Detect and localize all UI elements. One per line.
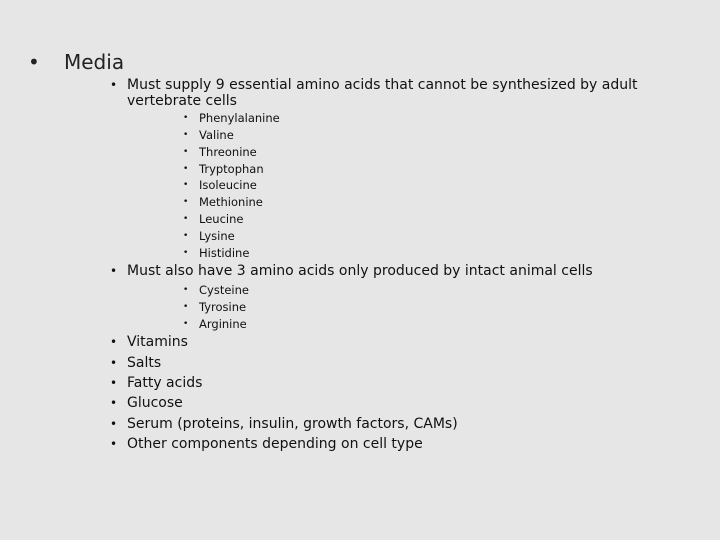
bullet-dot: • <box>183 113 189 123</box>
bullet-dot: • <box>183 248 189 258</box>
bullet-dot: • <box>183 302 189 312</box>
bullet-dot: • <box>183 180 189 190</box>
bullet-dot: • <box>28 50 40 74</box>
essential-item-text: Lysine <box>199 229 235 243</box>
bullet-dot: • <box>110 376 118 390</box>
other-text: Salts <box>127 355 162 371</box>
heading: Media <box>64 50 125 74</box>
bullet-dot: • <box>110 335 118 349</box>
other-text: Serum (proteins, insulin, growth factors, CAMs) <box>127 416 458 432</box>
bullet-dot: • <box>110 356 118 370</box>
animal-item-text: Arginine <box>199 317 247 331</box>
essential-item-text: Histidine <box>199 246 250 260</box>
animal-item-text: Tyrosine <box>199 300 247 314</box>
animal-line1: Must also have 3 amino acids only produced by intact animal cells <box>127 263 593 279</box>
essential-item-text: Phenylalanine <box>199 111 280 125</box>
bullet-dot: • <box>183 197 189 207</box>
essential-item-text: Leucine <box>199 212 244 226</box>
animal-item-text: Cysteine <box>199 283 249 297</box>
essential-item-text: Valine <box>199 128 234 142</box>
essential-item-text: Tryptophan <box>199 162 264 176</box>
bullet-dot: • <box>110 396 118 410</box>
bullet-dot: • <box>183 130 189 140</box>
bullet-dot: • <box>183 147 189 157</box>
essential-item-text: Methionine <box>199 195 263 209</box>
essential-item-text: Threonine <box>199 145 257 159</box>
other-text: Fatty acids <box>127 375 203 391</box>
bullet-dot: • <box>110 78 118 92</box>
other-text: Glucose <box>127 395 183 411</box>
bullet-dot: • <box>110 264 118 278</box>
essential-line2: vertebrate cells <box>127 93 237 109</box>
other-text: Vitamins <box>127 334 188 350</box>
bullet-dot: • <box>110 437 118 451</box>
essential-line1: Must supply 9 essential amino acids that cannot be synthesized by adult <box>127 77 638 93</box>
bullet-dot: • <box>183 231 189 241</box>
essential-item-text: Isoleucine <box>199 178 257 192</box>
other-text: Other components depending on cell type <box>127 436 423 452</box>
bullet-dot: • <box>110 417 118 431</box>
bullet-dot: • <box>183 285 189 295</box>
bullet-dot: • <box>183 164 189 174</box>
bullet-dot: • <box>183 214 189 224</box>
bullet-dot: • <box>183 319 189 329</box>
